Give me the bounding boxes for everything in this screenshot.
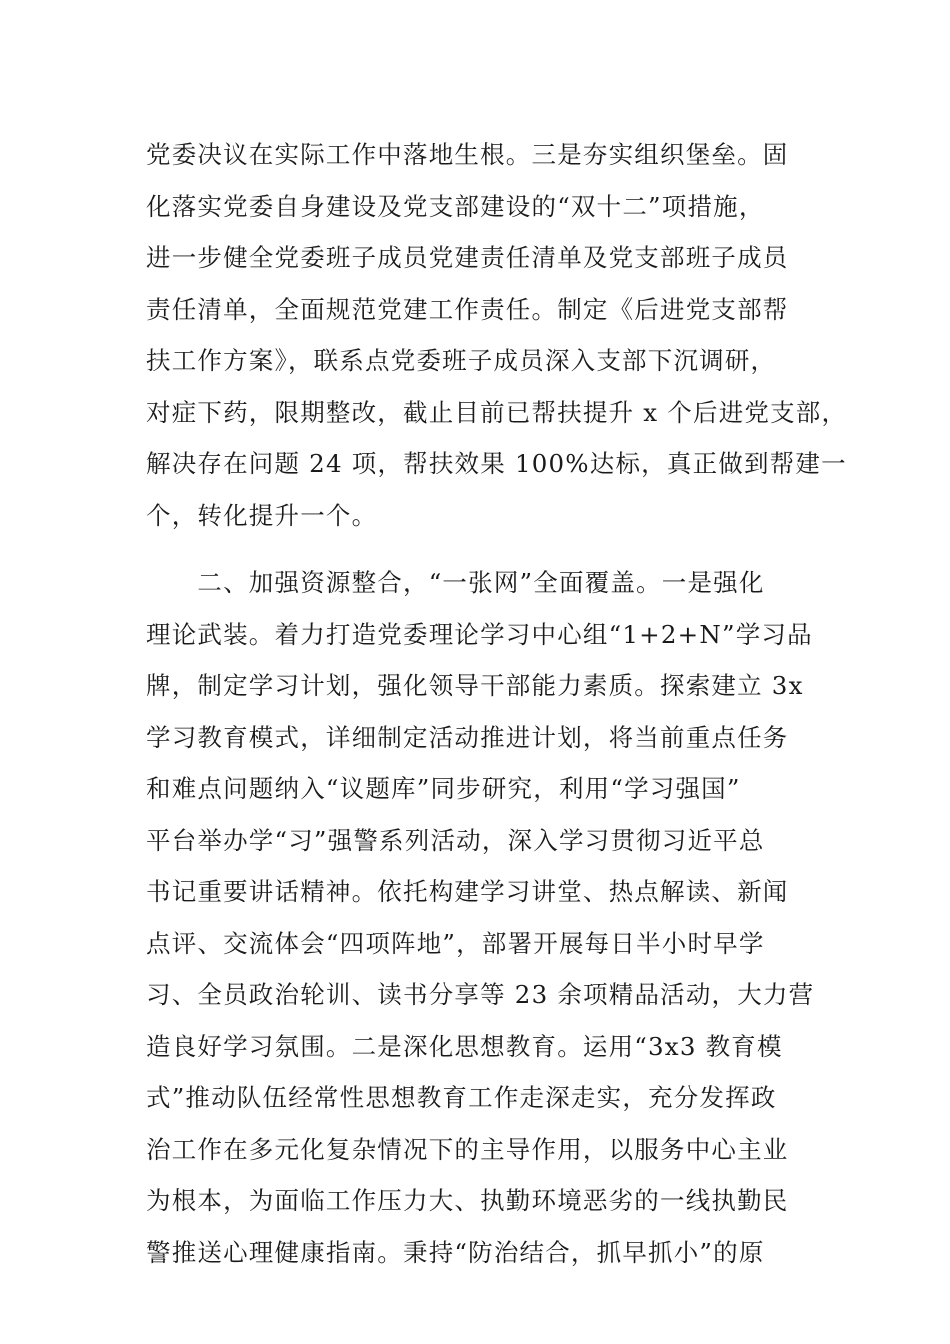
text-line: 造良好学习氛围。二是深化思想教育。运用“3x3 教育模 <box>146 1031 783 1061</box>
text-line: 个，转化提升一个。 <box>146 500 378 530</box>
text-line: 二、加强资源整合，“一张网”全面覆盖。一是强化 <box>146 568 765 597</box>
text-line: 化落实党委自身建设及党支部建设的“双十二”项措施， <box>146 191 765 221</box>
text-line: 和难点问题纳入“议题库”同步研究，利用“学习强国” <box>146 774 741 803</box>
text-line: 理论武装。着力打造党委理论学习中心组“1+2+N”学习品 <box>146 619 813 649</box>
text-line: 对症下药，限期整改，截止目前已帮扶提升 x 个后进党支部， <box>146 397 848 427</box>
text-line: 平台举办学“习”强警系列活动，深入学习贯彻习近平总 <box>146 825 765 855</box>
text-line: 进一步健全党委班子成员党建责任清单及党支部班子成员 <box>146 243 789 272</box>
text-line: 党委决议在实际工作中落地生根。三是夯实组织堡垒。固 <box>146 140 789 169</box>
text-line: 为根本，为面临工作压力大、执勤环境恶劣的一线执勤民 <box>146 1186 789 1215</box>
text-line: 书记重要讲话精神。依托构建学习讲堂、热点解读、新闻 <box>146 877 789 906</box>
text-line: 学习教育模式，详细制定活动推进计划，将当前重点任务 <box>146 722 789 752</box>
text-line: 式”推动队伍经常性思想教育工作走深走实，充分发挥政 <box>146 1083 777 1112</box>
text-line: 习、全员政治轮训、读书分享等 23 余项精品活动，大力营 <box>146 980 815 1009</box>
text-line: 扶工作方案》，联系点党委班子成员深入支部下沉调研， <box>146 346 777 375</box>
document-body <box>146 129 848 1278</box>
text-line: 责任清单，全面规范党建工作责任。制定《后进党支部帮 <box>146 294 789 324</box>
text-line: 治工作在多元化复杂情况下的主导作用，以服务中心主业 <box>146 1134 789 1164</box>
paragraph-gap <box>146 541 826 557</box>
text-line: 警推送心理健康指南。秉持“防治结合，抓早抓小”的原 <box>146 1237 765 1267</box>
text-line: 牌，制定学习计划，强化领导干部能力素质。探索建立 3x <box>146 671 804 700</box>
text-line: 点评、交流体会“四项阵地”，部署开展每日半小时早学 <box>146 928 765 958</box>
text-line: 解决存在问题 24 项，帮扶效果 100%达标，真正做到帮建一 <box>146 449 847 478</box>
